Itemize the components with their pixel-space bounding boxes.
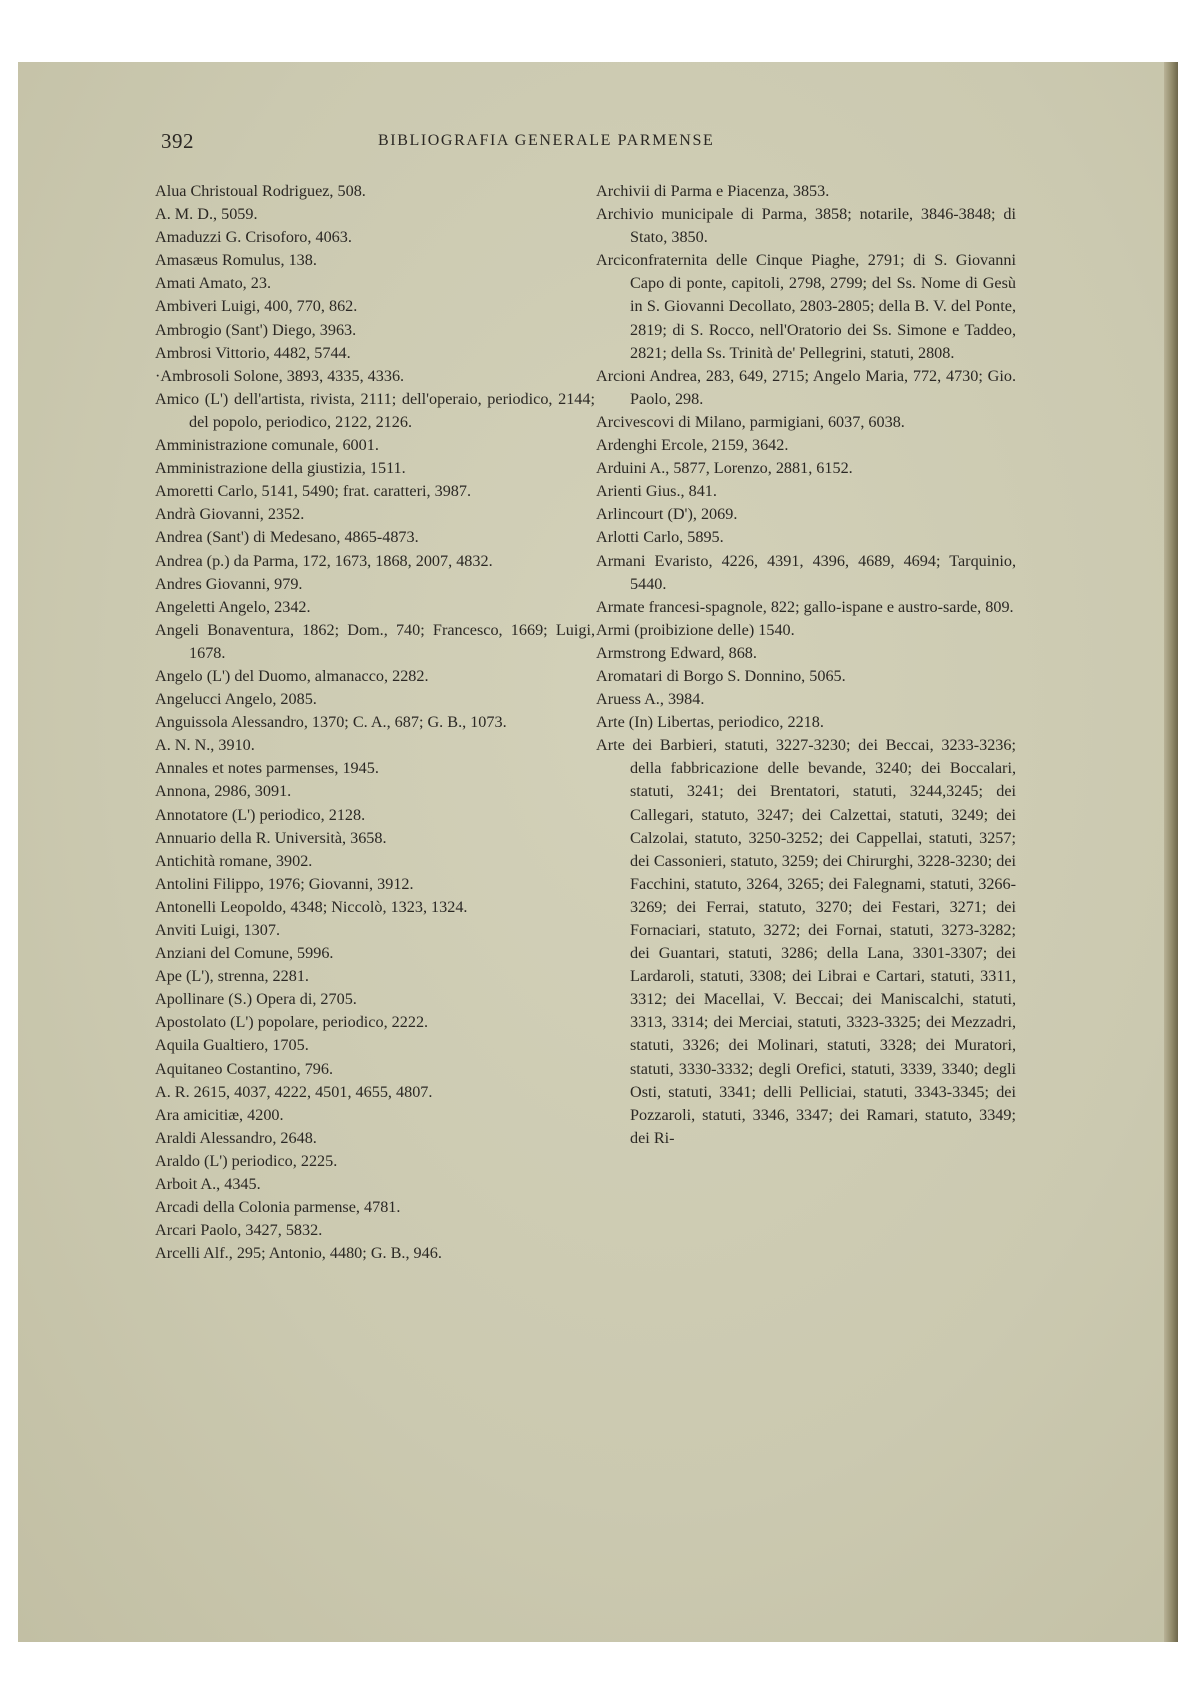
index-entry: Angeli Bonaventura, 1862; Dom., 740; Francesco, 1669; Luigi, 1678. [155,620,595,662]
index-entry: Aquitaneo Costantino, 796. [155,1059,334,1078]
index-entry: Arlincourt (D'), 2069. [596,505,738,524]
index-entry: Amati Amato, 23. [155,274,271,293]
page-number: 392 [161,129,194,153]
index-entry: Annotatore (L') periodico, 2128. [155,805,366,824]
index-entry: A. M. D., 5059. [155,205,258,224]
index-entry: Amministrazione comunale, 6001. [155,436,379,455]
index-entry: Angelucci Angelo, 2085. [155,690,317,709]
index-entry: Araldi Alessandro, 2648. [155,1128,317,1147]
index-entry: Anziani del Comune, 5996. [155,944,334,963]
index-entry: Arienti Gius., 841. [596,482,717,501]
index-entry: ·Ambrosoli Solone, 3893, 4335, 4336. [155,366,405,385]
index-entry: Amasæus Romulus, 138. [155,251,317,270]
index-entry: Arcadi della Colonia parmense, 4781. [155,1198,401,1217]
index-entry: Antonelli Leopoldo, 4348; Niccolò, 1323, 1324. [155,897,468,916]
index-entry: Andrà Giovanni, 2352. [155,505,305,524]
index-entry: Archivio municipale di Parma, 3858; notarile, 3846-3848; di Stato, 3850. [596,205,1016,247]
index-entry: Arte dei Barbieri, statuti, 3227-3230; dei Beccai, 3233-3236; della fabbricazione delle bevande, 3240; dei Boccalari, statuti, 3241; dei Brentatori, statuti, 3244,3245; dei Callegari, statuto, 3247; dei Calzettai, statuti, 3249; dei Calzolai, statuto, 3250-3252; dei Cappellai, statuti, 3257; dei Cassonieri, statuto, 3259; dei Chirurghi, 3228-3230; dei Facchini, statuto, 3264, 3265; dei Falegnami, statuti, 3266-3269; dei Ferrai, statuto, 3270; dei Festari, 3271; dei Fornaciari, statuto, 3272; dei Fornai, statuti, 3273-3282; dei Guantari, statuti, 3286; della Lana, 3301-3307; dei Lardaroli, statuti, 3308; dei Librai e Cartari, statuti, 3311, 3312; dei Macellai, V. Beccai; dei Maniscalchi, statuti, 3313, 3314; dei Merciai, statuti, 3323-3325; dei Mezzadri, statuti, 3326; dei Molinari, statuti, 3328; dei Muratori, statuti, 3330-3332; degli Orefici, statuti, 3339, 3340; degli Osti, statuti, 3341; delli Pelliciai, statuti, 3343-3345; dei Pozzaroli, statuti, 3346, 3347; dei Ramari, statuto, 3349; dei Ri- [596,736,1016,1147]
index-entry: Angeletti Angelo, 2342. [155,597,311,616]
index-entry: Apostolato (L') popolare, periodico, 2222. [155,1013,429,1032]
index-entry: Ambrogio (Sant') Diego, 3963. [155,320,357,339]
index-entry: Aquila Gualtiero, 1705. [155,1036,309,1055]
index-entry: Andrea (p.) da Parma, 172, 1673, 1868, 2007, 4832. [155,551,493,570]
index-entry: Armate francesi-spagnole, 822; gallo-ispane e austro-sarde, 809. [596,597,1014,616]
index-entry: Andres Giovanni, 979. [155,574,303,593]
index-entry: Arcivescovi di Milano, parmigiani, 6037, 6038. [596,412,905,431]
book-spine-edge [1164,62,1178,1642]
index-entry: Amministrazione della giustizia, 1511. [155,459,406,478]
index-entry: Armi (proibizione delle) 1540. [596,620,795,639]
index-entry: Annona, 2986, 3091. [155,782,292,801]
index-entry: Apollinare (S.) Opera di, 2705. [155,990,357,1009]
index-entry: Antolini Filippo, 1976; Giovanni, 3912. [155,874,414,893]
index-entry: Arciconfraternita delle Cinque Piaghe, 2791; di S. Giovanni Capo di ponte, capitoli, 2798, 2799; del Ss. Nome di Gesù in S. Giovanni Decollato, 2803-2805; della B. V. del Ponte, 2819; di S. Rocco, nell'Oratorio dei Ss. Simone e Taddeo, 2821; della Ss. Trinità de' Pellegrini, statuti, 2808. [596,251,1016,362]
index-entry: Annuario della R. Università, 3658. [155,828,387,847]
index-entry: Alua Christoual Rodriguez, 508. [155,182,366,200]
index-entry: A. R. 2615, 4037, 4222, 4501, 4655, 4807. [155,1082,433,1101]
index-entry: Antichità romane, 3902. [155,851,313,870]
index-entry: Amoretti Carlo, 5141, 5490; frat. caratteri, 3987. [155,482,472,501]
index-entry: Ambrosi Vittorio, 4482, 5744. [155,343,351,362]
index-entry: Ara amicitiæ, 4200. [155,1105,284,1124]
index-entry: Anviti Luigi, 1307. [155,921,281,939]
index-entry: Arboit A., 4345. [155,1175,261,1194]
index-entry: Amico (L') dell'artista, rivista, 2111; dell'operaio, periodico, 2144; del popolo, periodico, 2122, 2126. [155,389,595,431]
index-entry: Ambiveri Luigi, 400, 770, 862. [155,297,358,316]
index-entry: Aromatari di Borgo S. Donnino, 5065. [596,666,846,685]
index-entry: Angelo (L') del Duomo, almanacco, 2282. [155,666,429,685]
index-entry: Armstrong Edward, 868. [596,643,757,662]
index-entry: Archivii di Parma e Piacenza, 3853. [596,182,830,200]
running-title: BIBLIOGRAFIA GENERALE PARMENSE [378,132,715,149]
index-entry: Arte (In) Libertas, periodico, 2218. [596,713,824,732]
index-entry: Arcari Paolo, 3427, 5832. [155,1221,323,1240]
index-entry: Ardenghi Ercole, 2159, 3642. [596,436,789,455]
index-entry: Andrea (Sant') di Medesano, 4865-4873. [155,528,419,547]
index-entry: Ape (L'), strenna, 2281. [155,967,309,986]
index-entry: Aruess A., 3984. [596,690,705,709]
index-entry: Armani Evaristo, 4226, 4391, 4396, 4689, 4694; Tarquinio, 5440. [596,551,1016,593]
index-entry: Anguissola Alessandro, 1370; C. A., 687; G. B., 1073. [155,713,507,732]
index-entry: Araldo (L') periodico, 2225. [155,1151,338,1170]
index-entry: A. N. N., 3910. [155,736,255,755]
index-entry: Arcelli Alf., 295; Antonio, 4480; G. B., 946. [155,1244,442,1263]
index-entry: Arlotti Carlo, 5895. [596,528,724,547]
index-entry: Annales et notes parmenses, 1945. [155,759,379,778]
index-entry: Arduini A., 5877, Lorenzo, 2881, 6152. [596,459,853,478]
scanned-page [18,62,1178,1642]
index-column-right [596,180,1016,1150]
index-entry: Arcioni Andrea, 283, 649, 2715; Angelo Maria, 772, 4730; Gio. Paolo, 298. [596,366,1016,408]
index-column-left [155,180,595,1265]
index-entry: Amaduzzi G. Crisoforo, 4063. [155,228,352,247]
